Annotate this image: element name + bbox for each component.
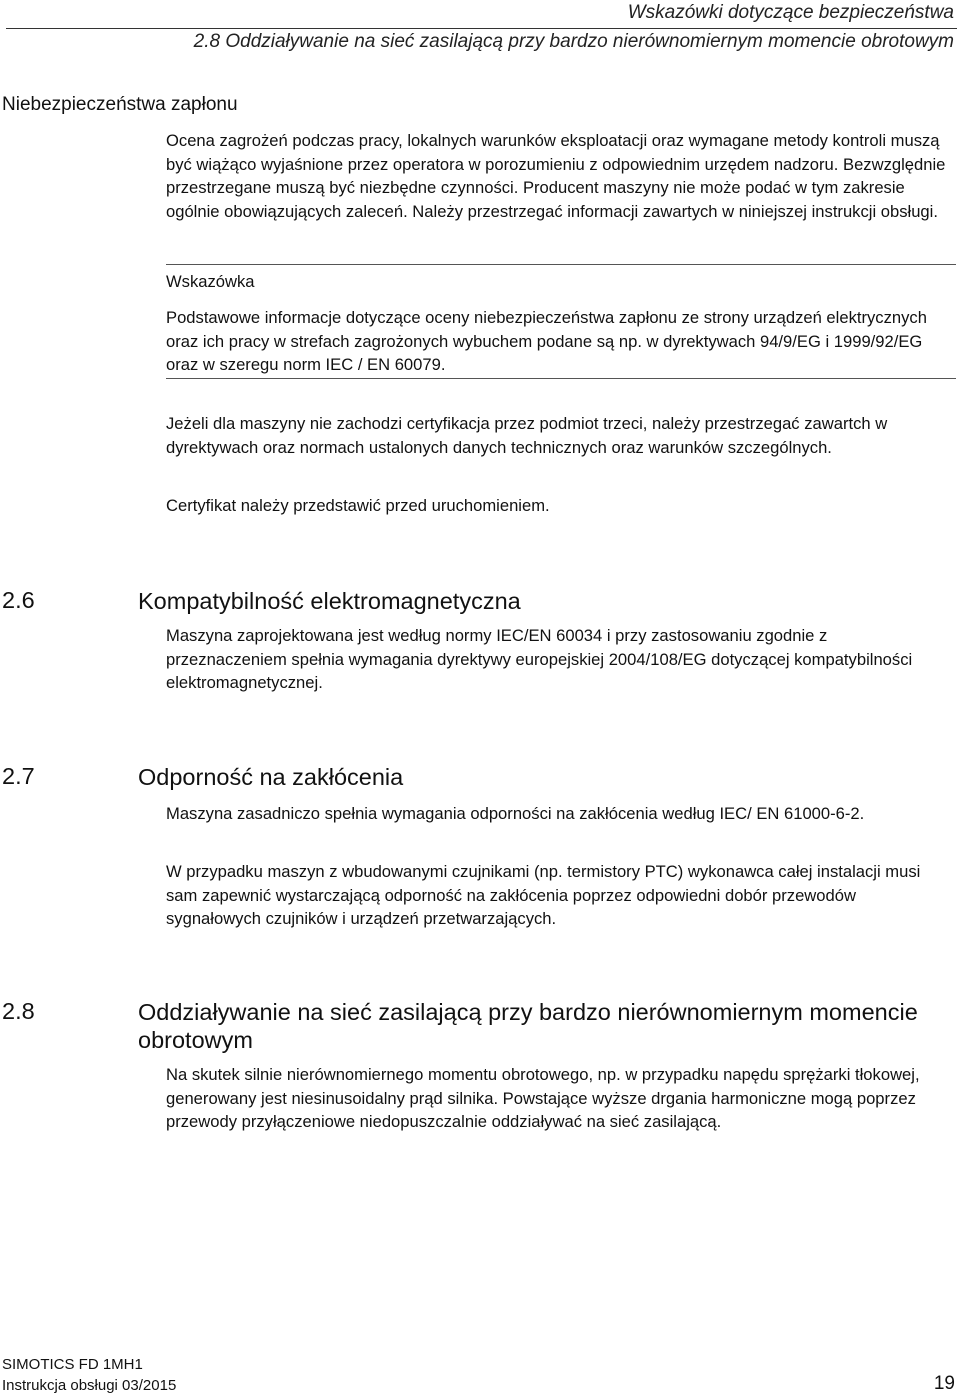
running-header-title: Wskazówki dotyczące bezpieczeństwa bbox=[627, 2, 954, 23]
section-number: 2.8 bbox=[2, 998, 35, 1024]
note-text: Podstawowe informacje dotyczące oceny niebezpieczeństwa zapłonu ze strony urządzeń elektrycznych oraz ich pracy w strefach zagrożonych wybuchem podane są np. w dyrektywach 94/9/EG i 1999/92/EG oraz w szeregu norm IEC / EN 60079. bbox=[166, 308, 927, 374]
footer-document: Instrukcja obsługi 03/2015 bbox=[2, 1377, 177, 1394]
footer-product: SIMOTICS FD 1MH1 bbox=[2, 1356, 143, 1373]
note-label: Wskazówka bbox=[166, 272, 255, 291]
certification-paragraph: Jeżeli dla maszyny nie zachodzi certyfikacja przez podmiot trzeci, należy przestrzegać zawartch w dyrektywach oraz normach ustalonych danych technicznych oraz warunków szczególnych. bbox=[166, 414, 888, 457]
page-number: 19 bbox=[933, 1373, 955, 1394]
section-paragraph: Maszyna zasadniczo spełnia wymagania odporności na zakłócenia według IEC/ EN 61000-6-2. bbox=[166, 804, 865, 823]
section-number: 2.7 bbox=[2, 763, 35, 789]
running-header-subtitle: 2.8 Oddziaływanie na sieć zasilającą przy bardzo nierównomiernym momencie obrotowym bbox=[193, 31, 954, 52]
section-number: 2.6 bbox=[2, 587, 35, 613]
section-title: Odporność na zakłócenia bbox=[138, 764, 404, 790]
header-divider bbox=[6, 28, 957, 29]
ignition-hazards-heading: Niebezpieczeństwa zapłonu bbox=[2, 94, 238, 115]
certificate-paragraph: Certyfikat należy przedstawić przed uruchomieniem. bbox=[166, 496, 550, 515]
ignition-hazards-paragraph: Ocena zagrożeń podczas pracy, lokalnych warunków eksploatacji oraz wymagane metody kontroli muszą być wiążąco wyjaśnione przez operatora w porozumieniu z odpowiednim urzędem nadzoru. Bezwzględnie przestrzegane muszą być niezbędne czynności. Producent maszyny nie może podać w tym zakresie ogólnie obowiązujących zaleceń. Należy przestrzegać informacji zawartych w niniejszej instrukcji obsługi. bbox=[166, 131, 946, 221]
section-paragraph: Na skutek silnie nierównomiernego momentu obrotowego, np. w przypadku napędu sprężarki tłokowej, generowany jest niesinusoidalny prąd silnika. Powstające wyższe drgania harmoniczne mogą poprzez przewody przyłączeniowe niedopuszczalnie oddziaływać na sieć zasilającą. bbox=[166, 1065, 920, 1131]
note-bottom-divider bbox=[166, 378, 956, 379]
section-paragraph: Maszyna zaprojektowana jest według normy IEC/EN 60034 i przy zastosowaniu zgodnie z przeznaczeniem spełnia wymagania dyrektywy europejskiej 2004/108/EG dotyczącej kompatybilności elektromagnetycznej. bbox=[166, 626, 913, 692]
note-top-divider bbox=[166, 264, 956, 265]
section-title: Oddziaływanie na sieć zasilającą przy bardzo nierównomiernym momencie obrotowym bbox=[138, 999, 918, 1053]
section-title: Kompatybilność elektromagnetyczna bbox=[138, 588, 521, 614]
section-paragraph: W przypadku maszyn z wbudowanymi czujnikami (np. termistory PTC) wykonawca całej instalacji musi sam zapewnić wystarczającą odporność na zakłócenia poprzez odpowiedni dobór przewodów sygnałowych czujników i urządzeń przetwarzających. bbox=[166, 862, 921, 928]
